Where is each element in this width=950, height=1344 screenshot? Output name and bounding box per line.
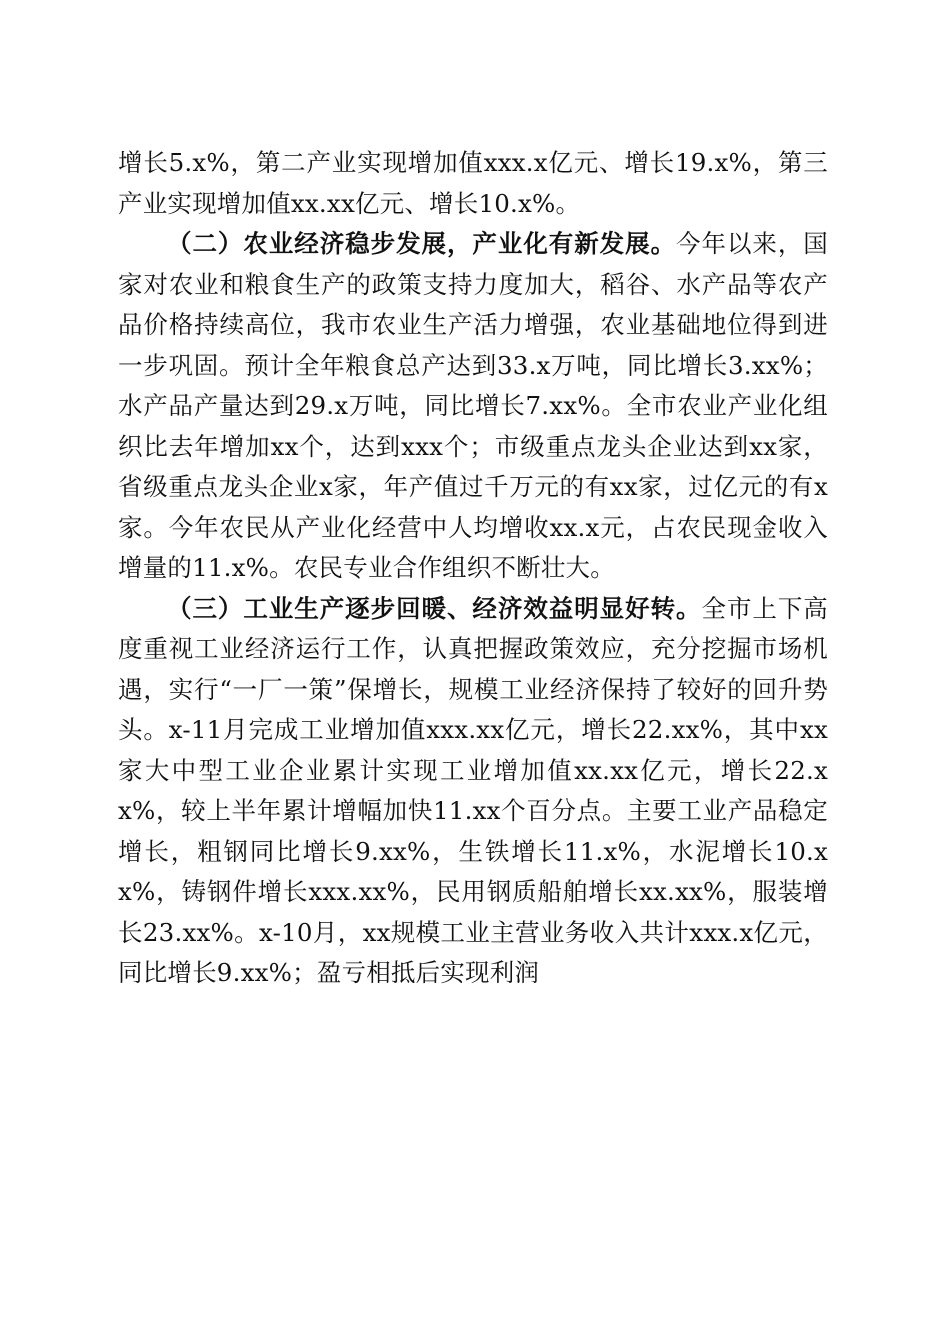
paragraph-3-body: 全市上下高度重视工业经济运行工作，认真把握政策效应，充分挖掘市场机遇，实行“一厂一策”保增长，规模工业经济保持了较好的回升势头。x-11月完成工业增加值xxx.xx亿元，增长22.xx%，其中xx家大中型工业企业累计实现工业增加值xx.xx亿元，增长22.xx%，较上半年累计增幅加快11.xx个百分点。主要工业产品稳定增长，粗钢同比增长9.xx%，生铁增长11.x%，水泥增长10.xx%，铸钢件增长xxx.xx%，民用钢质船舶增长xx.xx%，服装增长23.xx%。x-10月，xx规模工业主营业务收入共计xxx.x亿元，同比增长9.xx%；盈亏相抵后实现利润 [118, 593, 829, 987]
paragraph-agriculture [118, 224, 828, 589]
document-page [118, 143, 828, 994]
paragraph-1-body: 增长5.x%，第二产业实现增加值xxx.x亿元、增长19.x%，第三产业实现增加值xx.xx亿元、增长10.x%。 [118, 148, 828, 218]
section-heading-agriculture: （二）农业经济稳步发展，产业化有新发展。 [167, 229, 677, 258]
paragraph-2-body: 今年以来，国家对农业和粮食生产的政策支持力度加大，稻谷、水产品等农产品价格持续高位，我市农业生产活力增强，农业基础地位得到进一步巩固。预计全年粮食总产达到33.x万吨，同比增长3.xx%；水产品产量达到29.x万吨，同比增长7.xx%。全市农业产业化组织比去年增加xx个，达到xxx个；市级重点龙头企业达到xx家，省级重点龙头企业x家，年产值过千万元的有xx家，过亿元的有x家。今年农民从产业化经营中人均增收xx.x元，占农民现金收入增量的11.x%。农民专业合作组织不断壮大。 [118, 229, 829, 582]
section-heading-industry: （三）工业生产逐步回暖、经济效益明显好转。 [167, 593, 702, 623]
paragraph-industry [118, 589, 828, 994]
paragraph-continuation [118, 143, 828, 224]
